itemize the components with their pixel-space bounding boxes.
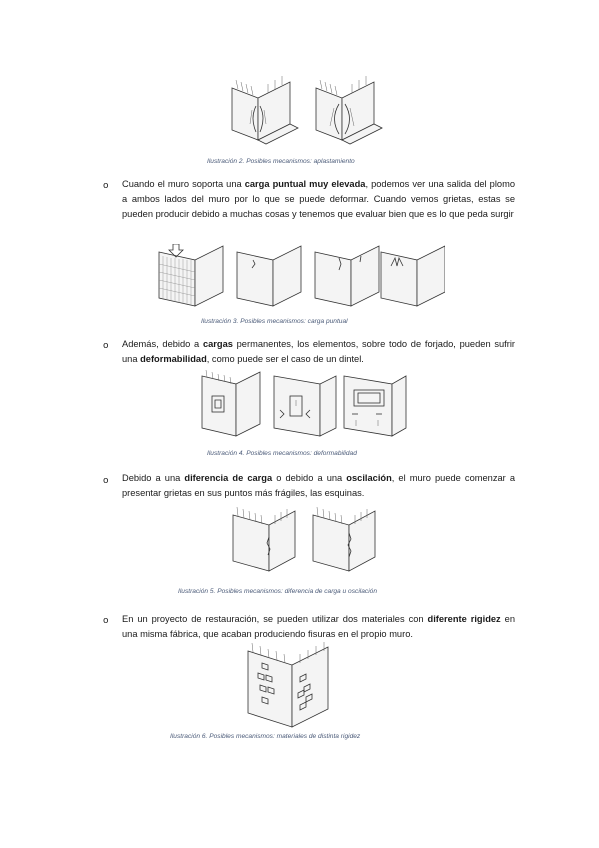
figure-deformabilidad <box>198 370 408 445</box>
wall-sketch-opening-2 <box>274 376 336 436</box>
wall-sketch-1 <box>232 76 298 144</box>
bold-term: deformabilidad <box>140 354 207 365</box>
wall-sketch-opening-3 <box>344 376 406 436</box>
caption-figure-5: Ilustración 5. Posibles mecanismos: diferencia de carga u oscilación <box>178 588 378 595</box>
figure-distinta-rigidez <box>244 641 334 731</box>
paragraph-carga-puntual: Cuando el muro soporta una carga puntual muy elevada, podemos ver una salida del plomo a ambos lados del muro por lo que se puede deformar. Cuando vemos grietas, estas se pueden producir debido a muchas cosas y tenemos que evaluar bien que es lo que peda surgir <box>122 179 515 220</box>
figure-carga-puntual <box>155 244 445 310</box>
caption-figure-2: Ilustración 2. Posibles mecanismos: aplastamiento <box>207 158 355 165</box>
paragraph-diferente-rigidez: En un proyecto de restauración, se pueden utilizar dos materiales con diferente rigidez en una misma fábrica, que acaban produciendo fisuras en el propio muro. <box>122 614 515 640</box>
bullet-4: o <box>103 616 109 626</box>
bold-term: diferente rigidez <box>427 614 501 624</box>
bold-term: cargas <box>202 339 233 349</box>
paragraph-deformabilidad: Además, debido a cargas permanentes, los elementos, sobre todo de forjado, pueden sufrir una deformabilidad, como puede ser el caso de un dintel. <box>122 339 515 365</box>
bold-term: diferencia de carga <box>184 473 273 483</box>
bullet-2: o <box>103 341 109 351</box>
wall-sketch-crack-a <box>237 246 301 306</box>
wall-sketch-2 <box>316 76 382 144</box>
bullet-3: o <box>103 476 109 486</box>
caption-figure-3: Ilustración 3. Posibles mecanismos: carga puntual <box>201 318 348 325</box>
caption-figure-4: Ilustración 4. Posibles mecanismos: deformabilidad <box>207 450 357 457</box>
bold-term: carga puntual muy elevada <box>244 179 366 189</box>
caption-figure-6: Ilustración 6. Posibles mecanismos: materiales de distinta rigidez <box>170 733 361 740</box>
wall-sketch-load <box>159 244 223 306</box>
wall-sketch-crack-c <box>381 246 445 306</box>
figure-diferencia-carga <box>229 505 389 575</box>
wall-sketch-opening-1 <box>202 370 260 436</box>
figure-aplastamiento <box>228 74 388 152</box>
wall-sketch-crack-b <box>315 246 379 306</box>
bullet-1: o <box>103 181 109 191</box>
wall-sketch-corner-1 <box>233 507 295 571</box>
bold-term: oscilación <box>346 473 392 483</box>
wall-sketch-corner-2 <box>313 507 375 571</box>
paragraph-diferencia-carga: Debido a una diferencia de carga o debido a una oscilación, el muro puede comenzar a presentar grietas en sus puntos más frágiles, las esquinas. <box>122 473 515 499</box>
